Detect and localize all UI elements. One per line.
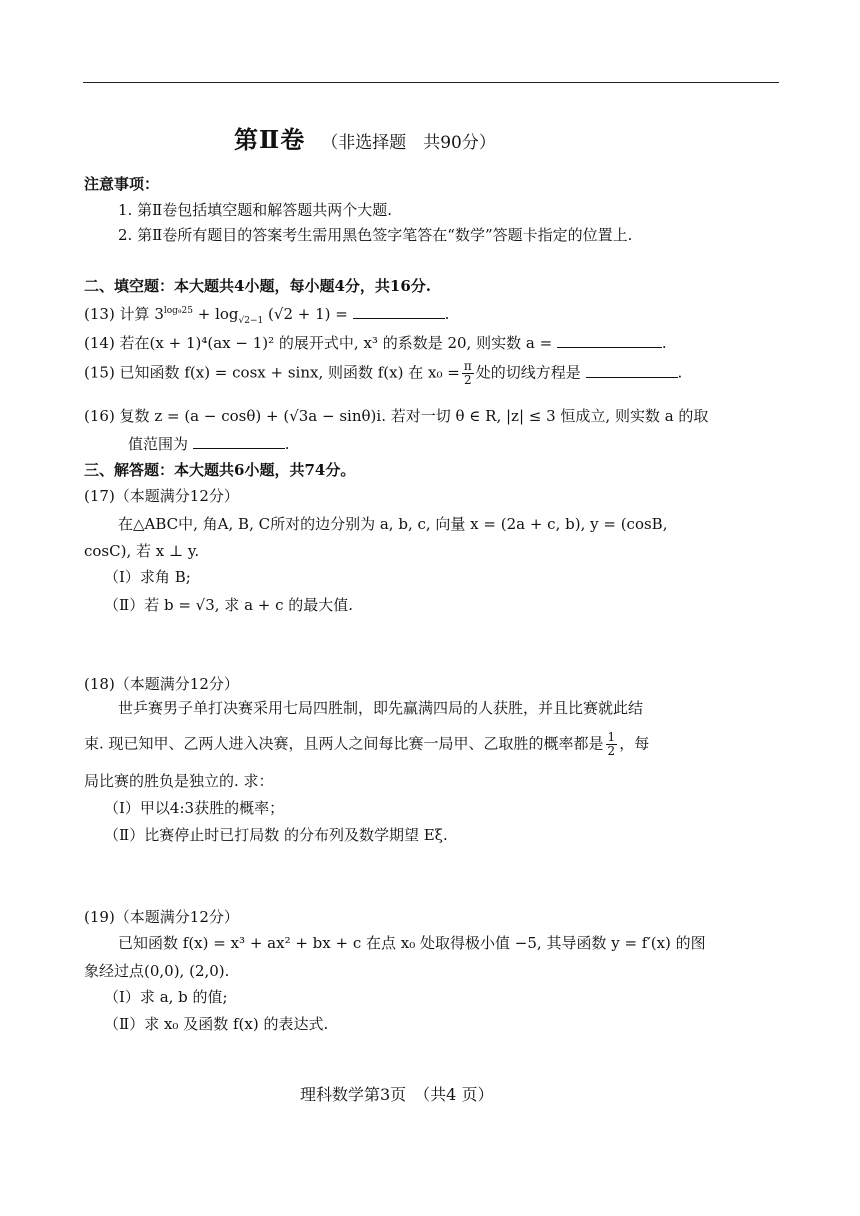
q17-part-1: （Ⅰ）求角 B;	[104, 568, 191, 586]
q13-exponent: log₉25	[163, 306, 193, 316]
question-13	[84, 303, 449, 326]
q18-fraction-num: 1	[607, 730, 616, 744]
q14-answer-blank[interactable]	[557, 346, 662, 348]
q15-post: 处的切线方程是	[475, 363, 581, 382]
q18-part-2: （Ⅱ）比赛停止时已打局数 的分布列及数学期望 Eξ.	[104, 826, 448, 844]
q18-head: (18)（本题满分12分）	[84, 675, 239, 693]
q15-end: .	[677, 363, 683, 382]
q18-line2-post: ，每	[619, 734, 650, 753]
q13-log-base: √2−1	[238, 316, 264, 326]
q15-pre: (15) 已知函数 f(x) = cosx + sinx, 则函数 f(x) 在 x₀ =	[84, 363, 460, 382]
q13-post: (√2 + 1) =	[263, 305, 348, 323]
title-subtitle: （非选择题 共90分）	[321, 133, 496, 153]
q15-answer-blank[interactable]	[586, 376, 678, 378]
q13-end: .	[444, 305, 450, 323]
q18-line-3: 局比赛的胜负是独立的. 求：	[84, 772, 274, 790]
notice-item-2: 2. 第Ⅱ卷所有题目的答案考生需用黑色签字笔答在“数学”答题卡指定的位置上.	[118, 226, 633, 244]
section2-heading: 二、填空题：本大题共4小题，每小题4分，共16分.	[84, 277, 431, 295]
q13-answer-blank[interactable]	[353, 317, 445, 319]
q18-fraction-den: 2	[607, 744, 616, 758]
q19-part-2: （Ⅱ）求 x₀ 及函数 f(x) 的表达式.	[104, 1015, 329, 1033]
q17-head: (17)（本题满分12分）	[84, 487, 239, 505]
question-16-line-1: (16) 复数 z = (a − cosθ) + (√3a − sinθ)i. 若对一切 θ ∈ R, |z| ≤ 3 恒成立, 则实数 a 的取	[84, 407, 709, 425]
q18-part-1: （Ⅰ）甲以4:3获胜的概率；	[104, 799, 285, 817]
q18-line-2	[84, 731, 649, 758]
q13-pre: (13) 计算 3	[84, 305, 164, 323]
page-title	[234, 120, 496, 155]
q18-line-1: 世乒赛男子单打决赛采用七局四胜制，即先赢满四局的人获胜，并且比赛就此结	[118, 699, 644, 717]
q19-part-1: （Ⅰ）求 a, b 的值;	[104, 988, 228, 1006]
q16-answer-blank[interactable]	[193, 447, 285, 449]
q18-fraction	[606, 731, 618, 758]
q17-line-1: 在△ABC中, 角A, B, C所对的边分别为 a, b, c, 向量 x = (2a + c, b), y = (cosB,	[118, 515, 668, 533]
q14-text: (14) 若在(x + 1)⁴(ax − 1)² 的展开式中, x³ 的系数是 20, 则实数 a =	[84, 334, 553, 352]
q18-line2-pre: 束. 现已知甲、乙两人进入决赛，且两人之间每比赛一局甲、乙取胜的概率都是	[84, 734, 604, 753]
title-main: 第Ⅱ卷	[234, 125, 306, 154]
question-14	[84, 332, 667, 353]
page-footer: 理科数学第3页 （共4 页）	[300, 1085, 494, 1104]
q17-part-2: （Ⅱ）若 b = √3, 求 a + c 的最大值.	[104, 596, 354, 614]
q19-line-2: 象经过点(0,0), (2,0).	[84, 962, 230, 980]
q15-fraction-den: 2	[463, 373, 472, 387]
q15-fraction	[462, 360, 474, 387]
q19-head: (19)（本题满分12分）	[84, 908, 239, 926]
q17-line-2: cosC), 若 x ⊥ y.	[84, 542, 200, 560]
q16-line2-text: 值范围为	[128, 435, 189, 453]
section3-heading: 三、解答题：本大题共6小题，共74分。	[84, 461, 356, 479]
question-16-line-2	[128, 433, 290, 454]
q14-end: .	[661, 334, 667, 352]
question-15	[84, 360, 682, 387]
q15-fraction-num: π	[463, 359, 472, 373]
q19-line-1: 已知函数 f(x) = x³ + ax² + bx + c 在点 x₀ 处取得极小值 −5, 其导函数 y = f′(x) 的图	[118, 934, 706, 952]
notice-heading: 注意事项：	[84, 175, 160, 193]
q13-mid: + log	[193, 305, 239, 323]
top-rule	[83, 82, 779, 83]
notice-item-1: 1. 第Ⅱ卷包括填空题和解答题共两个大题.	[118, 201, 393, 219]
q16-end: .	[284, 435, 290, 453]
